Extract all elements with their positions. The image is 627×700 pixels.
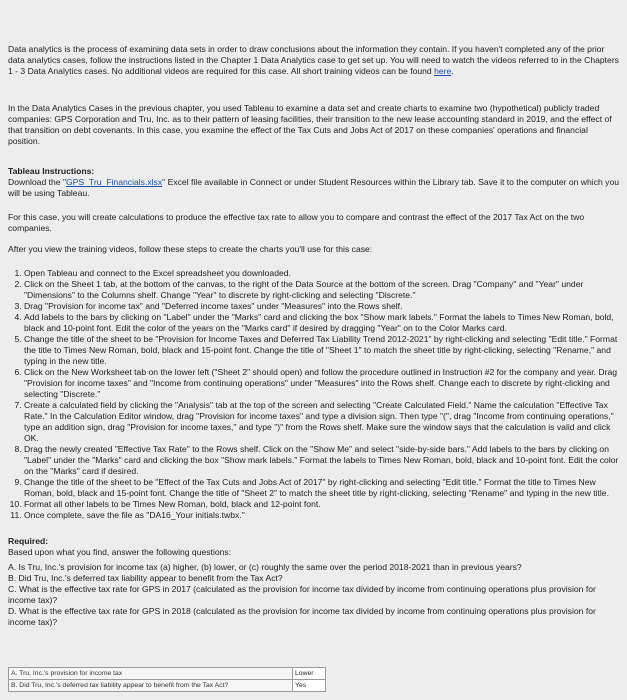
table-row — [9, 680, 326, 692]
step-item: 6. Click on the New Worksheet tab on the lower left ("Sheet 2" should open) and follow the procedure outlined in Instruction #2 for the company and year. Drag "Provision for income taxes" and "Income from continuing operations" under "Measures" into the Rows shelf. Change each to discrete by right-clicking and selecting "Discrete." — [24, 367, 620, 400]
required-heading: Required: — [8, 536, 49, 546]
required-section — [8, 536, 620, 558]
step-item: 1. Open Tableau and connect to the Excel spreadsheet you downloaded. — [24, 268, 620, 279]
step-item: 10. Format all other labels to be Times New Roman, bold, black and 12-point font. — [24, 499, 620, 510]
training-videos-link[interactable]: here — [434, 66, 452, 76]
question-item: C. What is the effective tax rate for GPS in 2017 (calculated as the provision for income tax divided by income from continuing operations plus provision for income tax)? — [8, 584, 596, 605]
step-item: 3. Drag "Provision for income tax" and "Deferred income taxes" under "Measures" into the Rows shelf. — [24, 301, 620, 312]
step-item: 9. Change the title of the sheet to be "Effect of the Tax Cuts and Jobs Act of 2017" by right-clicking and selecting "Edit title." Format the title to Times New Roman, bold, black and 15-point font. Change the title of "Sheet 2" to match the sheet title by right-clicking, selecting "Rename" and typing in the new title. — [24, 477, 620, 499]
case-purpose-paragraph — [8, 212, 620, 234]
table-row — [9, 668, 326, 680]
tableau-text-after: " Excel file available in Connect or under Student Resources within the Library tab. Save it to the computer on which you will be using Tableau. — [8, 177, 620, 198]
tableau-heading: Tableau Instructions: — [8, 166, 95, 176]
required-text: Based upon what you find, answer the following questions: — [8, 547, 232, 557]
tableau-instructions — [8, 166, 620, 199]
step-item: 7. Create a calculated field by clicking the "Analysis" tab at the top of the screen and selecting "Create Calculated Field." Name the calculation "Effective Tax Rate." In the Calculation Editor window, drag "Provision for income taxes" and type a division sign. Then type "(", drag "Income from continuing operations," type an addition sign, drag "Provision for income taxes," and type ")" from the Rows shelf. Make sure the window says that the calculation is valid and click OK. — [24, 400, 620, 444]
answer-select[interactable]: Yes — [293, 680, 326, 692]
answer-question-cell: A. Tru, Inc.'s provision for income tax — [9, 668, 293, 680]
question-item: B. Did Tru, Inc.'s deferred tax liability appear to benefit from the Tax Act? — [8, 573, 283, 583]
steps-intro-paragraph — [8, 244, 620, 255]
intro-end: . — [451, 66, 454, 76]
step-item: 4. Add labels to the bars by clicking on "Label" under the "Marks" card and clicking the box "Show mark labels." Format the labels to Times New Roman, bold, black and 10-point font. Edit the color of the years on the "Marks card" if desired by dragging "Year" on to the Color Marks card. — [24, 312, 620, 334]
answer-question-cell: B. Did Tru, Inc.'s deferred tax liability appear to benefit from the Tax Act? — [9, 680, 293, 692]
steps-list — [8, 268, 620, 521]
question-item: D. What is the effective tax rate for GPS in 2018 (calculated as the provision for income tax divided by income from continuing operations plus provision for income tax)? — [8, 606, 596, 627]
tableau-text-before: Download the " — [8, 177, 66, 187]
data-file-link[interactable]: GPS_Tru_Financials.xlsx — [66, 177, 163, 187]
context-text: In the Data Analytics Cases in the previous chapter, you used Tableau to examine a data set and create charts to examine two (hypothetical) publicly traded companies: GPS Corporation and Tru, Inc. as to their pattern of leasing facilities, their transition to the new lease accounting standard in 2019, and the effect of that transition on debt covenants. In this case, you examine the effect of the Tax Cuts and Jobs Act of 2017 on these companies' operations and financial position. — [8, 103, 612, 146]
answer-table — [8, 667, 326, 692]
intro-paragraph — [8, 44, 620, 77]
step-item: 5. Change the title of the sheet to be "Provision for Income Taxes and Deferred Tax Liability Trend 2012-2021" by right-clicking and selecting "Edit title." Format the title to Times New Roman, bold, black and 15-point font. Change the title of "Sheet 1" to match the sheet title by right-clicking, selecting "Rename," and typing in the new title. — [24, 334, 620, 367]
questions-list — [8, 562, 620, 628]
case-purpose-text: For this case, you will create calculations to produce the effective tax rate to allow you to compare and contrast the effect of the 2017 Tax Act on the two companies. — [8, 212, 585, 233]
intro-text: Data analytics is the process of examining data sets in order to draw conclusions about the information they contain. If you haven't completed any of the prior data analytics cases, follow the instructions listed in the Chapter 1 Data Analytics case to get set up. You will need to watch the videos referred to in the Chapters 1 - 3 Data Analytics cases. No additional videos are required for this case. All short training videos can be found — [8, 44, 619, 76]
steps-intro-text: After you view the training videos, follow these steps to create the charts you'll use for this case: — [8, 244, 373, 254]
step-item: 8. Drag the newly created "Effective Tax Rate" to the Rows shelf. Click on the "Show Me" and select "side-by-side bars." Add labels to the bars by clicking on "Label" under the "Marks" card and clicking the box "Show mark labels." Format the labels to Times New Roman, bold, black and 10-point font. Edit the color on the "Marks" card if desired. — [24, 444, 620, 477]
context-paragraph — [8, 103, 620, 147]
answer-select[interactable]: Lower — [293, 668, 326, 680]
question-item: A. Is Tru, Inc.'s provision for income tax (a) higher, (b) lower, or (c) roughly the same over the period 2018-2021 than in previous years? — [8, 562, 522, 572]
step-item: 11. Once complete, save the file as "DA16_Your initials.twbx." — [24, 510, 620, 521]
step-item: 2. Click on the Sheet 1 tab, at the bottom of the canvas, to the right of the Data Source at the bottom of the screen. Drag "Company" and "Year" under "Dimensions" to the Columns shelf. Change "Year" to discrete by right-clicking and selecting "Discrete." — [24, 279, 620, 301]
